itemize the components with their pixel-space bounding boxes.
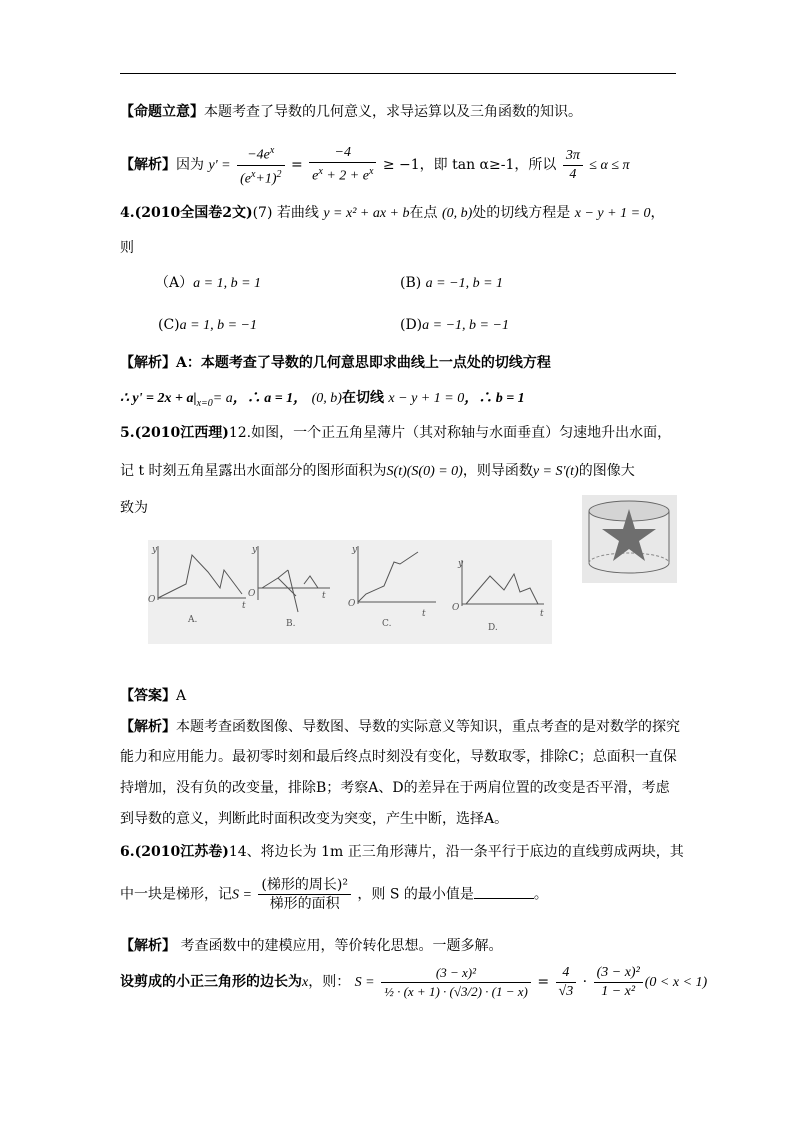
- svg-text:O: O: [348, 599, 356, 609]
- svg-text:t: t: [422, 609, 426, 619]
- analysis4-label: 【解析】: [120, 355, 176, 371]
- analysis5-line-2: 能力和应用能力。最初零时刻和最后终点时刻没有变化，导数取零，排除C；总面积一直保: [120, 749, 677, 765]
- svg-text:y: y: [458, 559, 464, 569]
- analysis1-line: 【解析】因为 y' = $\frac{-4e^x}{(e^x+1)^2}$ = $\frac{-4}{e^x + 2 + e^x}$ ≥ −1，即 tan α≥-1，所以 $\frac{3\pi}{4}$ ≤ α ≤ π: [120, 142, 630, 188]
- analysis1-y: y' =: [208, 158, 231, 174]
- answer5-label: 【答案】: [120, 688, 176, 704]
- analysis5-line-4: 到导数的意义，判断此时面积改变为突变，产生中断，选择A。: [120, 811, 509, 827]
- analysis1-frac2: $\frac{-4}{e^x + 2 + e^x}$: [309, 144, 376, 186]
- q6-fraction: $\frac{\text{(梯形的周长)²}}{\text{梯形的面积}}$: [258, 876, 351, 913]
- analysis1-frac1: $\frac{-4e^x}{(e^x+1)^2}$: [237, 142, 284, 188]
- q6-line2: 中一块是梯形，记S = $\frac{\text{(梯形的周长)²}}{\text{梯形的面积}}$ ，则 S 的最小值是 。: [120, 877, 548, 912]
- svg-text:y: y: [252, 545, 258, 555]
- graph-b-label: B.: [286, 619, 296, 629]
- q4-option-c: (C)a = 1, b = −1: [158, 317, 257, 333]
- analysis1-label: 【解析】: [120, 157, 176, 174]
- q5-number: 5.: [120, 425, 135, 441]
- q6-source: (2010江苏卷): [134, 844, 229, 860]
- intent-text: 本题考查了导数的几何意义，求导运算以及三角函数的知识。: [204, 104, 582, 120]
- intent-line: [120, 102, 582, 122]
- svg-text:y: y: [152, 545, 158, 555]
- q6-line1: 6.(2010江苏卷)14、将边长为 1m 正三角形薄片，沿一条平行于底边的直线剪成两块，其: [120, 844, 684, 860]
- q4-source: (2010全国卷2文): [134, 205, 253, 221]
- analysis6-big-fraction: $\frac{\text{(3 − x)²}}{\text{½ · (x + 1) · (√3/2) · (1 − x)}}$: [381, 964, 531, 1001]
- intent-label: 【命题立意】: [120, 104, 204, 120]
- analysis1-prefix: 因为: [176, 157, 204, 174]
- q5-line2: 记 t 时刻五角星露出水面部分的图形面积为S(t)(S(0) = 0)，则导函数y = S'(t)的图像大: [120, 463, 635, 479]
- answer5-value: A: [176, 688, 187, 704]
- graph-c-label: C.: [382, 619, 392, 629]
- q5-graphs-figure: [148, 540, 552, 644]
- analysis5-line-3: 持增加，没有负的改变量，排除B；考察A、D的差异在于两肩位置的改变是否平滑，考虑: [120, 780, 670, 796]
- q6-number: 6.: [120, 844, 135, 860]
- analysis6-line2: 设剪成的小正三角形的边长为x，则： S = $\frac{\text{(3 − x)²}}{\text{½ · (x + 1) · (√3/2) · (1 − x)}}$ = $\frac{4}{√3}$ · $\frac{\text{(3 − x)²}}{\text{1 − x²}}$ (0 < x < 1): [120, 964, 708, 999]
- q5-source: (2010江西理): [134, 425, 229, 441]
- svg-text:O: O: [148, 595, 156, 605]
- graph-c: [348, 540, 448, 644]
- analysis1-end: ≤ α ≤ π: [589, 158, 630, 174]
- q5-line3: 致为: [120, 500, 148, 516]
- star-cylinder-illustration: [582, 495, 677, 583]
- svg-text:O: O: [248, 589, 256, 599]
- graph-d: [448, 540, 552, 644]
- svg-text:t: t: [242, 601, 246, 611]
- q4-option-a: （A）a = 1, b = 1: [155, 275, 262, 291]
- svg-text:y: y: [352, 545, 358, 555]
- analysis4-text: A：本题考查了导数的几何意思即求曲线上一点处的切线方程: [176, 355, 551, 371]
- analysis6-coef-fraction: $\frac{4}{√3}$: [556, 964, 577, 1001]
- answer5-line: [120, 686, 186, 706]
- header-rule: [120, 73, 676, 74]
- q4-option-b: (B) a = −1, b = 1: [400, 275, 504, 291]
- q4-curve: y = x² + ax + b: [323, 206, 410, 221]
- svg-text:t: t: [322, 591, 326, 601]
- analysis1-tail: ≥ −1，即 tan α≥-1，所以: [382, 157, 557, 174]
- graph-d-label: D.: [488, 623, 498, 633]
- q4-point: (0, b): [441, 206, 473, 221]
- svg-text:O: O: [452, 603, 460, 613]
- graph-a: [148, 540, 248, 644]
- q4-then: 则: [120, 240, 134, 256]
- q4-number: 4.: [120, 205, 135, 221]
- q4-option-d: (D)a = −1, b = −1: [400, 317, 509, 333]
- q6-answer-blank: [474, 884, 534, 899]
- analysis6-line1: 【解析】 考查函数中的建模应用，等价转化思想。一题多解。: [120, 938, 503, 954]
- analysis1-frac3: $\frac{3\pi}{4}$: [563, 147, 583, 184]
- analysis4-derivation: ∴ $y' = 2x + a|_{x=0}= a$，∴ a = 1， (0, b)在切线 x − y + 1 = 0，∴ b = 1: [120, 390, 525, 409]
- q4-stem: 4.(2010全国卷2文)(7) 若曲线 y = x² + ax + b在点 (0, b)处的切线方程是 x − y + 1 = 0，: [120, 205, 665, 221]
- graph-b: [248, 540, 348, 644]
- analysis5-line-1: 【解析】本题考查函数图像、导数图、导数的实际意义等知识，重点考查的是对数学的探究: [120, 719, 680, 735]
- q5-line1: 5.(2010江西理)12.如图，一个正五角星薄片（其对称轴与水面垂直）匀速地升出水面，: [120, 425, 672, 441]
- analysis6-small-fraction: $\frac{\text{(3 − x)²}}{\text{1 − x²}}$: [594, 964, 643, 1001]
- svg-text:t: t: [540, 609, 544, 619]
- analysis4-line: [120, 353, 551, 373]
- graph-a-label: A.: [188, 615, 198, 625]
- q4-tangent: x − y + 1 = 0: [574, 206, 651, 221]
